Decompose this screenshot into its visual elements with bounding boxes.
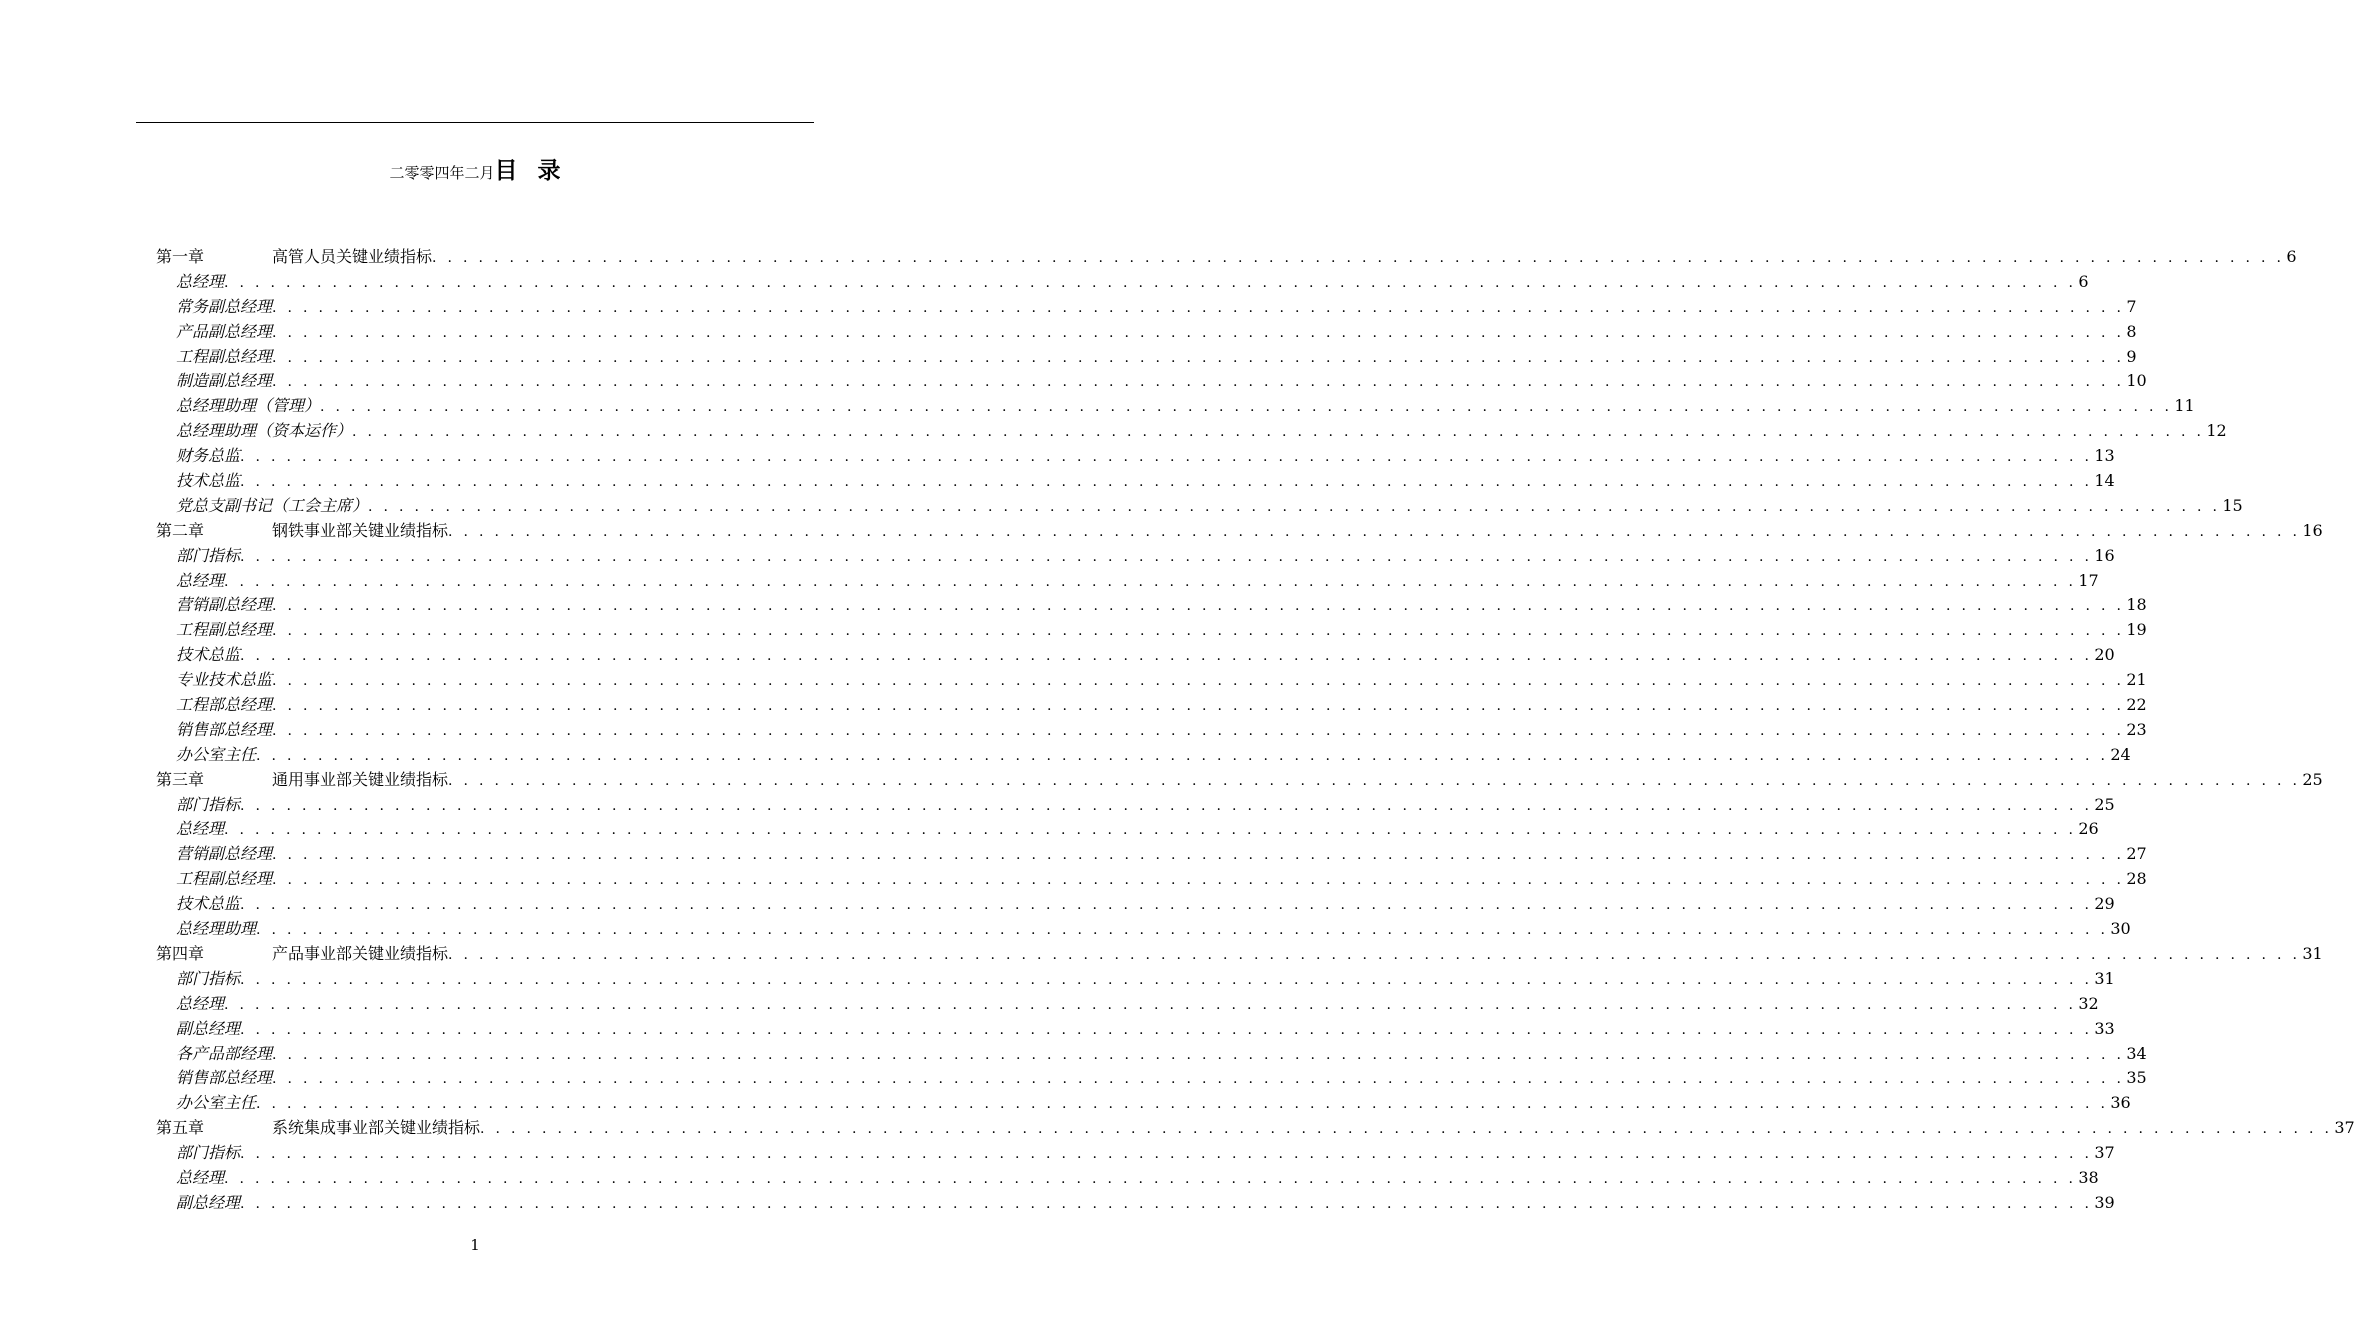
- toc-page-number: 21: [2126, 670, 2147, 690]
- toc-chapter-entry[interactable]: [156, 1116, 2355, 1141]
- toc-section-entry[interactable]: [156, 394, 2195, 419]
- toc-section-entry[interactable]: [156, 668, 2147, 693]
- toc-entry-title: 部门指标: [176, 794, 241, 814]
- toc-dot-leader: . . . . . . . . . . . . . . . . . . . . . . . . . . . . . . . . . . . . . . . . . . . . . . . . . . . . . . . . . . . . . . . . . . . . . . . . . . . . . . . . . . . . . . . . . . . . . . . . . . . . . . . . . . . . . . . . . . . . . . . .: [224, 996, 2077, 1013]
- toc-page-number: 19: [2126, 620, 2147, 640]
- toc-dot-leader: . . . . . . . . . . . . . . . . . . . . . . . . . . . . . . . . . . . . . . . . . . . . . . . . . . . . . . . . . . . . . . . . . . . . . . . . . . . . . . . . . . . . . . . . . . . . . . . . . . . . . . . . . . . . . . . . . . . . . . . .: [256, 1096, 2109, 1113]
- toc-page-number: 25: [2302, 769, 2323, 789]
- toc-entry-lead: [176, 793, 240, 818]
- toc-entry-title: 副总经理: [176, 1018, 241, 1038]
- toc-entry-title: 总经理助理: [176, 919, 257, 939]
- toc-entry-lead: [176, 494, 368, 519]
- toc-entry-title: 办公室主任: [176, 744, 257, 764]
- toc-section-entry[interactable]: [156, 817, 2099, 842]
- toc-entry-lead: [176, 593, 272, 618]
- toc-entry-title: 工程副总经理: [176, 346, 273, 366]
- toc-entry-title: 副总经理: [176, 1192, 241, 1212]
- toc-dot-leader: . . . . . . . . . . . . . . . . . . . . . . . . . . . . . . . . . . . . . . . . . . . . . . . . . . . . . . . . . . . . . . . . . . . . . . . . . . . . . . . . . . . . . . . . . . . . . . . . . . . . . . . . . . . . . . . . . . . . . . . .: [448, 772, 2301, 789]
- toc-entry-title: 财务总监: [176, 446, 241, 466]
- toc-page-number: 26: [2078, 819, 2099, 839]
- toc-page-number: 8: [2126, 321, 2137, 341]
- toc-entry-lead: [176, 295, 272, 320]
- toc-page-number: 23: [2126, 719, 2147, 739]
- toc-page-number: 10: [2126, 371, 2147, 391]
- toc-dot-leader: . . . . . . . . . . . . . . . . . . . . . . . . . . . . . . . . . . . . . . . . . . . . . . . . . . . . . . . . . . . . . . . . . . . . . . . . . . . . . . . . . . . . . . . . . . . . . . . . . . . . . . . . . . . . . . . . . . . . . . . .: [224, 274, 2077, 291]
- toc-dot-leader: . . . . . . . . . . . . . . . . . . . . . . . . . . . . . . . . . . . . . . . . . . . . . . . . . . . . . . . . . . . . . . . . . . . . . . . . . . . . . . . . . . . . . . . . . . . . . . . . . . . . . . . . . . . . . . . . . . . . . . . .: [240, 971, 2093, 988]
- toc-entry-title: 部门指标: [176, 545, 241, 565]
- toc-entry-lead: [176, 1141, 240, 1166]
- toc-chapter-number: 第二章: [156, 520, 205, 540]
- toc-entry-lead: [176, 1066, 272, 1091]
- toc-entry-lead: [156, 768, 448, 793]
- toc-section-entry[interactable]: [156, 842, 2147, 867]
- toc-section-entry[interactable]: [156, 892, 2115, 917]
- toc-dot-leader: . . . . . . . . . . . . . . . . . . . . . . . . . . . . . . . . . . . . . . . . . . . . . . . . . . . . . . . . . . . . . . . . . . . . . . . . . . . . . . . . . . . . . . . . . . . . . . . . . . . . . . . . . . . . . . . . . . . . . . . .: [256, 747, 2109, 764]
- toc-page-number: 13: [2094, 446, 2115, 466]
- toc-page-number: 37: [2094, 1143, 2115, 1163]
- toc-entry-lead: [176, 892, 240, 917]
- toc-entry-title: 部门指标: [176, 968, 241, 988]
- toc-section-entry[interactable]: [156, 867, 2147, 892]
- toc-entry-lead: [176, 419, 352, 444]
- toc-section-entry[interactable]: [156, 569, 2099, 594]
- toc-page-number: 34: [2126, 1043, 2147, 1063]
- toc-page-number: 7: [2126, 296, 2137, 316]
- toc-dot-leader: . . . . . . . . . . . . . . . . . . . . . . . . . . . . . . . . . . . . . . . . . . . . . . . . . . . . . . . . . . . . . . . . . . . . . . . . . . . . . . . . . . . . . . . . . . . . . . . . . . . . . . . . . . . . . . . . . . . . . . . .: [320, 399, 2173, 416]
- toc-entry-lead: [156, 519, 448, 544]
- toc-entry-title: 钢铁事业部关键业绩指标: [272, 520, 449, 540]
- toc-entry-title: 销售部总经理: [176, 1068, 273, 1088]
- toc-chapter-number: 第三章: [156, 769, 205, 789]
- toc-section-entry[interactable]: [156, 369, 2147, 394]
- toc-entry-lead: [156, 1116, 480, 1141]
- toc-page-number: 14: [2094, 471, 2115, 491]
- toc-section-entry[interactable]: [156, 469, 2115, 494]
- toc-entry-lead: [176, 369, 272, 394]
- toc-entry-title: 总经理: [176, 271, 225, 291]
- toc-entry-title: 通用事业部关键业绩指标: [272, 769, 449, 789]
- toc-entry-title: 总经理: [176, 1167, 225, 1187]
- toc-entry-lead: [176, 444, 240, 469]
- toc-entry-title: 系统集成事业部关键业绩指标: [272, 1118, 481, 1138]
- toc-chapter-entry[interactable]: [156, 942, 2323, 967]
- toc-entry-lead: [176, 992, 224, 1017]
- toc-section-entry[interactable]: [156, 320, 2137, 345]
- toc-entry-title: 总经理助理（管理）: [176, 396, 321, 416]
- toc-entry-title: 各产品部经理: [176, 1043, 273, 1063]
- toc-entry-lead: [176, 394, 320, 419]
- toc-dot-leader: . . . . . . . . . . . . . . . . . . . . . . . . . . . . . . . . . . . . . . . . . . . . . . . . . . . . . . . . . . . . . . . . . . . . . . . . . . . . . . . . . . . . . . . . . . . . . . . . . . . . . . . . . . . . . . . . . . . . . . . .: [272, 698, 2125, 715]
- toc-section-entry[interactable]: [156, 1066, 2147, 1091]
- toc-entry-lead: [176, 618, 272, 643]
- toc-entry-lead: [176, 1091, 256, 1116]
- toc-page-number: 31: [2094, 968, 2115, 988]
- toc-entry-title: 技术总监: [176, 471, 241, 491]
- toc-dot-leader: . . . . . . . . . . . . . . . . . . . . . . . . . . . . . . . . . . . . . . . . . . . . . . . . . . . . . . . . . . . . . . . . . . . . . . . . . . . . . . . . . . . . . . . . . . . . . . . . . . . . . . . . . . . . . . . . . . . . . . . .: [240, 648, 2093, 665]
- toc-entry-title: 销售部总经理: [176, 719, 273, 739]
- toc-entry-lead: [176, 320, 272, 345]
- table-of-contents: [156, 245, 2355, 1216]
- toc-chapter-entry[interactable]: [156, 245, 2297, 270]
- toc-dot-leader: . . . . . . . . . . . . . . . . . . . . . . . . . . . . . . . . . . . . . . . . . . . . . . . . . . . . . . . . . . . . . . . . . . . . . . . . . . . . . . . . . . . . . . . . . . . . . . . . . . . . . . . . . . . . . . . . . . . . . . . .: [352, 424, 2205, 441]
- toc-entry-lead: [176, 544, 240, 569]
- toc-entry-lead: [176, 867, 272, 892]
- toc-entry-lead: [156, 245, 432, 270]
- toc-entry-lead: [176, 693, 272, 718]
- toc-section-entry[interactable]: [156, 917, 2131, 942]
- toc-dot-leader: . . . . . . . . . . . . . . . . . . . . . . . . . . . . . . . . . . . . . . . . . . . . . . . . . . . . . . . . . . . . . . . . . . . . . . . . . . . . . . . . . . . . . . . . . . . . . . . . . . . . . . . . . . . . . . . . . . . . . . . .: [272, 872, 2125, 889]
- toc-section-entry[interactable]: [156, 743, 2131, 768]
- toc-page-number: 33: [2094, 1018, 2115, 1038]
- toc-section-entry[interactable]: [156, 718, 2147, 743]
- heading-title-b: 录: [537, 157, 561, 184]
- toc-dot-leader: . . . . . . . . . . . . . . . . . . . . . . . . . . . . . . . . . . . . . . . . . . . . . . . . . . . . . . . . . . . . . . . . . . . . . . . . . . . . . . . . . . . . . . . . . . . . . . . . . . . . . . . . . . . . . . . . . . . . . . . .: [240, 1195, 2093, 1212]
- toc-section-entry[interactable]: [156, 1042, 2147, 1067]
- toc-dot-leader: . . . . . . . . . . . . . . . . . . . . . . . . . . . . . . . . . . . . . . . . . . . . . . . . . . . . . . . . . . . . . . . . . . . . . . . . . . . . . . . . . . . . . . . . . . . . . . . . . . . . . . . . . . . . . . . . . . . . . . . .: [240, 1146, 2093, 1163]
- toc-chapter-entry[interactable]: [156, 768, 2323, 793]
- toc-dot-leader: . . . . . . . . . . . . . . . . . . . . . . . . . . . . . . . . . . . . . . . . . . . . . . . . . . . . . . . . . . . . . . . . . . . . . . . . . . . . . . . . . . . . . . . . . . . . . . . . . . . . . . . . . . . . . . . . . . . . . . . .: [272, 673, 2125, 690]
- toc-dot-leader: . . . . . . . . . . . . . . . . . . . . . . . . . . . . . . . . . . . . . . . . . . . . . . . . . . . . . . . . . . . . . . . . . . . . . . . . . . . . . . . . . . . . . . . . . . . . . . . . . . . . . . . . . . . . . . . . . . . . . . . .: [272, 324, 2125, 341]
- toc-entry-lead: [176, 743, 256, 768]
- toc-entry-lead: [176, 1042, 272, 1067]
- toc-section-entry[interactable]: [156, 1166, 2099, 1191]
- toc-entry-title: 工程部总经理: [176, 695, 273, 715]
- toc-section-entry[interactable]: [156, 1141, 2115, 1166]
- toc-dot-leader: . . . . . . . . . . . . . . . . . . . . . . . . . . . . . . . . . . . . . . . . . . . . . . . . . . . . . . . . . . . . . . . . . . . . . . . . . . . . . . . . . . . . . . . . . . . . . . . . . . . . . . . . . . . . . . . . . . . . . . . .: [224, 573, 2077, 590]
- toc-page-number: 11: [2174, 396, 2195, 416]
- toc-entry-title: 营销副总经理: [176, 595, 273, 615]
- toc-entry-title: 总经理助理（资本运作）: [176, 421, 353, 441]
- toc-dot-leader: . . . . . . . . . . . . . . . . . . . . . . . . . . . . . . . . . . . . . . . . . . . . . . . . . . . . . . . . . . . . . . . . . . . . . . . . . . . . . . . . . . . . . . . . . . . . . . . . . . . . . . . . . . . . . . . . . . . . . . . .: [224, 822, 2077, 839]
- toc-page-number: 22: [2126, 695, 2147, 715]
- toc-entry-title: 工程副总经理: [176, 620, 273, 640]
- toc-section-entry[interactable]: [156, 793, 2115, 818]
- toc-entry-title: 高管人员关键业绩指标: [272, 247, 433, 266]
- toc-page-number: 25: [2094, 794, 2115, 814]
- toc-section-entry[interactable]: [156, 1091, 2131, 1116]
- toc-entry-title: 技术总监: [176, 894, 241, 914]
- heading-date: 二零零四年二月: [389, 164, 495, 182]
- toc-entry-lead: [176, 345, 272, 370]
- toc-page-number: 6: [2286, 247, 2297, 266]
- toc-section-entry[interactable]: [156, 618, 2147, 643]
- toc-page-number: 32: [2078, 993, 2099, 1013]
- toc-dot-leader: . . . . . . . . . . . . . . . . . . . . . . . . . . . . . . . . . . . . . . . . . . . . . . . . . . . . . . . . . . . . . . . . . . . . . . . . . . . . . . . . . . . . . . . . . . . . . . . . . . . . . . . . . . . . . . . . . . . . . . . .: [368, 498, 2221, 515]
- toc-entry-title: 总经理: [176, 993, 225, 1013]
- heading-title-a: 目: [494, 157, 518, 184]
- toc-page-number: 12: [2206, 421, 2227, 441]
- toc-dot-leader: . . . . . . . . . . . . . . . . . . . . . . . . . . . . . . . . . . . . . . . . . . . . . . . . . . . . . . . . . . . . . . . . . . . . . . . . . . . . . . . . . . . . . . . . . . . . . . . . . . . . . . . . . . . . . . . . . . . . . . . .: [432, 250, 2285, 266]
- toc-page-number: 29: [2094, 894, 2115, 914]
- toc-entry-title: 专业技术总监: [176, 670, 273, 690]
- toc-page-number: 30: [2110, 919, 2131, 939]
- toc-page-number: 27: [2126, 844, 2147, 864]
- toc-dot-leader: . . . . . . . . . . . . . . . . . . . . . . . . . . . . . . . . . . . . . . . . . . . . . . . . . . . . . . . . . . . . . . . . . . . . . . . . . . . . . . . . . . . . . . . . . . . . . . . . . . . . . . . . . . . . . . . . . . . . . . . .: [448, 946, 2301, 963]
- toc-entry-lead: [176, 718, 272, 743]
- toc-section-entry[interactable]: [156, 419, 2227, 444]
- toc-page-number: 20: [2094, 645, 2115, 665]
- toc-entry-lead: [176, 1166, 224, 1191]
- toc-entry-title: 技术总监: [176, 645, 241, 665]
- toc-chapter-number: 第四章: [156, 943, 205, 963]
- page-heading: [0, 152, 950, 185]
- toc-dot-leader: . . . . . . . . . . . . . . . . . . . . . . . . . . . . . . . . . . . . . . . . . . . . . . . . . . . . . . . . . . . . . . . . . . . . . . . . . . . . . . . . . . . . . . . . . . . . . . . . . . . . . . . . . . . . . . . . . . . . . . . .: [272, 299, 2125, 316]
- toc-entry-title: 部门指标: [176, 1143, 241, 1163]
- page-number: 1: [470, 1236, 480, 1254]
- toc-dot-leader: . . . . . . . . . . . . . . . . . . . . . . . . . . . . . . . . . . . . . . . . . . . . . . . . . . . . . . . . . . . . . . . . . . . . . . . . . . . . . . . . . . . . . . . . . . . . . . . . . . . . . . . . . . . . . . . . . . . . . . . .: [272, 623, 2125, 640]
- toc-dot-leader: . . . . . . . . . . . . . . . . . . . . . . . . . . . . . . . . . . . . . . . . . . . . . . . . . . . . . . . . . . . . . . . . . . . . . . . . . . . . . . . . . . . . . . . . . . . . . . . . . . . . . . . . . . . . . . . . . . . . . . . .: [448, 523, 2301, 540]
- toc-section-entry[interactable]: [156, 693, 2147, 718]
- toc-entry-lead: [176, 842, 272, 867]
- toc-section-entry[interactable]: [156, 345, 2137, 370]
- toc-dot-leader: . . . . . . . . . . . . . . . . . . . . . . . . . . . . . . . . . . . . . . . . . . . . . . . . . . . . . . . . . . . . . . . . . . . . . . . . . . . . . . . . . . . . . . . . . . . . . . . . . . . . . . . . . . . . . . . . . . . . . . . .: [240, 449, 2093, 466]
- toc-entry-title: 总经理: [176, 570, 225, 590]
- toc-dot-leader: . . . . . . . . . . . . . . . . . . . . . . . . . . . . . . . . . . . . . . . . . . . . . . . . . . . . . . . . . . . . . . . . . . . . . . . . . . . . . . . . . . . . . . . . . . . . . . . . . . . . . . . . . . . . . . . . . . . . . . . .: [272, 1046, 2125, 1063]
- toc-page-number: 15: [2222, 495, 2243, 515]
- toc-page-number: 38: [2078, 1167, 2099, 1187]
- toc-page-number: 16: [2094, 545, 2115, 565]
- toc-entry-title: 党总支副书记（工会主席）: [176, 495, 369, 515]
- toc-section-entry[interactable]: [156, 593, 2147, 618]
- toc-dot-leader: . . . . . . . . . . . . . . . . . . . . . . . . . . . . . . . . . . . . . . . . . . . . . . . . . . . . . . . . . . . . . . . . . . . . . . . . . . . . . . . . . . . . . . . . . . . . . . . . . . . . . . . . . . . . . . . . . . . . . . . .: [240, 797, 2093, 814]
- toc-section-entry[interactable]: [156, 643, 2115, 668]
- toc-dot-leader: . . . . . . . . . . . . . . . . . . . . . . . . . . . . . . . . . . . . . . . . . . . . . . . . . . . . . . . . . . . . . . . . . . . . . . . . . . . . . . . . . . . . . . . . . . . . . . . . . . . . . . . . . . . . . . . . . . . . . . . .: [272, 374, 2125, 391]
- toc-entry-lead: [176, 469, 240, 494]
- header-rule: [136, 122, 814, 123]
- toc-dot-leader: . . . . . . . . . . . . . . . . . . . . . . . . . . . . . . . . . . . . . . . . . . . . . . . . . . . . . . . . . . . . . . . . . . . . . . . . . . . . . . . . . . . . . . . . . . . . . . . . . . . . . . . . . . . . . . . . . . . . . . . .: [224, 1170, 2077, 1187]
- toc-dot-leader: . . . . . . . . . . . . . . . . . . . . . . . . . . . . . . . . . . . . . . . . . . . . . . . . . . . . . . . . . . . . . . . . . . . . . . . . . . . . . . . . . . . . . . . . . . . . . . . . . . . . . . . . . . . . . . . . . . . . . . . .: [272, 722, 2125, 739]
- toc-section-entry[interactable]: [156, 992, 2099, 1017]
- toc-entry-lead: [176, 917, 256, 942]
- toc-entry-title: 制造副总经理: [176, 371, 273, 391]
- toc-page-number: 18: [2126, 595, 2147, 615]
- toc-dot-leader: . . . . . . . . . . . . . . . . . . . . . . . . . . . . . . . . . . . . . . . . . . . . . . . . . . . . . . . . . . . . . . . . . . . . . . . . . . . . . . . . . . . . . . . . . . . . . . . . . . . . . . . . . . . . . . . . . . . . . . . .: [480, 1121, 2333, 1138]
- toc-section-entry[interactable]: [156, 494, 2243, 519]
- toc-entry-lead: [176, 569, 224, 594]
- toc-dot-leader: . . . . . . . . . . . . . . . . . . . . . . . . . . . . . . . . . . . . . . . . . . . . . . . . . . . . . . . . . . . . . . . . . . . . . . . . . . . . . . . . . . . . . . . . . . . . . . . . . . . . . . . . . . . . . . . . . . . . . . . .: [272, 1071, 2125, 1088]
- toc-dot-leader: . . . . . . . . . . . . . . . . . . . . . . . . . . . . . . . . . . . . . . . . . . . . . . . . . . . . . . . . . . . . . . . . . . . . . . . . . . . . . . . . . . . . . . . . . . . . . . . . . . . . . . . . . . . . . . . . . . . . . . . .: [240, 474, 2093, 491]
- toc-entry-lead: [176, 967, 240, 992]
- toc-dot-leader: . . . . . . . . . . . . . . . . . . . . . . . . . . . . . . . . . . . . . . . . . . . . . . . . . . . . . . . . . . . . . . . . . . . . . . . . . . . . . . . . . . . . . . . . . . . . . . . . . . . . . . . . . . . . . . . . . . . . . . . .: [256, 922, 2109, 939]
- toc-section-entry[interactable]: [156, 1191, 2115, 1216]
- toc-entry-title: 产品副总经理: [176, 321, 273, 341]
- toc-page-number: 17: [2078, 570, 2099, 590]
- toc-page-number: 36: [2110, 1093, 2131, 1113]
- toc-dot-leader: . . . . . . . . . . . . . . . . . . . . . . . . . . . . . . . . . . . . . . . . . . . . . . . . . . . . . . . . . . . . . . . . . . . . . . . . . . . . . . . . . . . . . . . . . . . . . . . . . . . . . . . . . . . . . . . . . . . . . . . .: [272, 847, 2125, 864]
- toc-entry-title: 总经理: [176, 819, 225, 839]
- toc-page-number: 6: [2078, 271, 2089, 291]
- toc-entry-lead: [176, 270, 224, 295]
- toc-entry-title: 产品事业部关键业绩指标: [272, 943, 449, 963]
- toc-section-entry[interactable]: [156, 1017, 2115, 1042]
- toc-chapter-number: 第五章: [156, 1118, 205, 1138]
- toc-entry-lead: [176, 1191, 240, 1216]
- toc-dot-leader: . . . . . . . . . . . . . . . . . . . . . . . . . . . . . . . . . . . . . . . . . . . . . . . . . . . . . . . . . . . . . . . . . . . . . . . . . . . . . . . . . . . . . . . . . . . . . . . . . . . . . . . . . . . . . . . . . . . . . . . .: [272, 349, 2125, 366]
- toc-section-entry[interactable]: [156, 270, 2089, 295]
- toc-page-number: 9: [2126, 346, 2137, 366]
- toc-section-entry[interactable]: [156, 444, 2115, 469]
- toc-page-number: 39: [2094, 1192, 2115, 1212]
- heading-title: [495, 157, 561, 184]
- toc-dot-leader: . . . . . . . . . . . . . . . . . . . . . . . . . . . . . . . . . . . . . . . . . . . . . . . . . . . . . . . . . . . . . . . . . . . . . . . . . . . . . . . . . . . . . . . . . . . . . . . . . . . . . . . . . . . . . . . . . . . . . . . .: [240, 897, 2093, 914]
- toc-page-number: 37: [2334, 1118, 2355, 1138]
- toc-page-number: 31: [2302, 943, 2323, 963]
- toc-entry-lead: [176, 668, 272, 693]
- toc-entry-title: 工程副总经理: [176, 869, 273, 889]
- toc-chapter-number: 第一章: [156, 247, 205, 266]
- toc-section-entry[interactable]: [156, 967, 2115, 992]
- toc-page-number: 24: [2110, 744, 2131, 764]
- toc-entry-title: 营销副总经理: [176, 844, 273, 864]
- toc-entry-lead: [156, 942, 448, 967]
- toc-page-number: 35: [2126, 1068, 2147, 1088]
- toc-page-number: 16: [2302, 520, 2323, 540]
- toc-dot-leader: . . . . . . . . . . . . . . . . . . . . . . . . . . . . . . . . . . . . . . . . . . . . . . . . . . . . . . . . . . . . . . . . . . . . . . . . . . . . . . . . . . . . . . . . . . . . . . . . . . . . . . . . . . . . . . . . . . . . . . . .: [240, 1021, 2093, 1038]
- toc-page-number: 28: [2126, 869, 2147, 889]
- toc-entry-lead: [176, 817, 224, 842]
- toc-entry-title: 办公室主任: [176, 1093, 257, 1113]
- toc-entry-lead: [176, 643, 240, 668]
- toc-dot-leader: . . . . . . . . . . . . . . . . . . . . . . . . . . . . . . . . . . . . . . . . . . . . . . . . . . . . . . . . . . . . . . . . . . . . . . . . . . . . . . . . . . . . . . . . . . . . . . . . . . . . . . . . . . . . . . . . . . . . . . . .: [240, 548, 2093, 565]
- toc-dot-leader: . . . . . . . . . . . . . . . . . . . . . . . . . . . . . . . . . . . . . . . . . . . . . . . . . . . . . . . . . . . . . . . . . . . . . . . . . . . . . . . . . . . . . . . . . . . . . . . . . . . . . . . . . . . . . . . . . . . . . . . .: [272, 598, 2125, 615]
- toc-chapter-entry[interactable]: [156, 519, 2323, 544]
- toc-entry-lead: [176, 1017, 240, 1042]
- toc-section-entry[interactable]: [156, 295, 2137, 320]
- toc-section-entry[interactable]: [156, 544, 2115, 569]
- toc-entry-title: 常务副总经理: [176, 296, 273, 316]
